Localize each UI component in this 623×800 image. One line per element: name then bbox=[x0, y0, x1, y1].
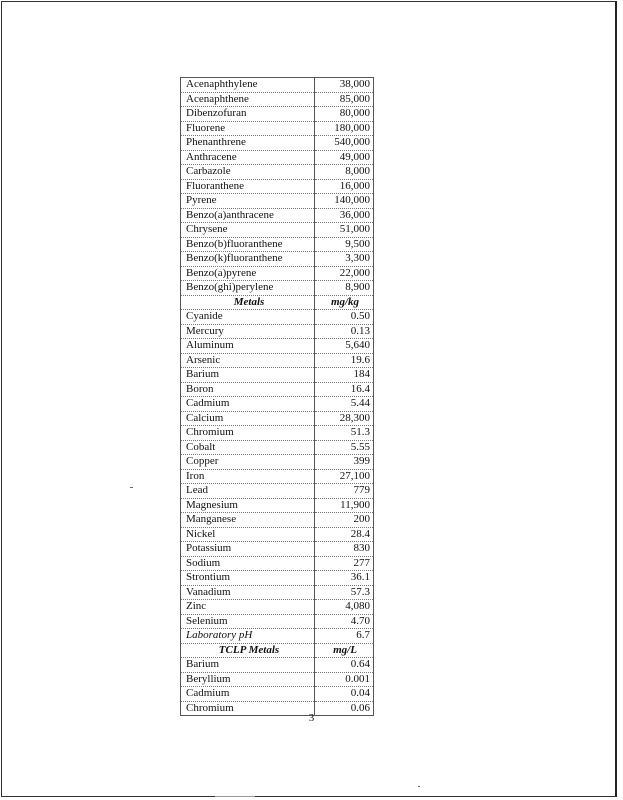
table-row bbox=[181, 672, 374, 687]
analyte-name: Cadmium bbox=[181, 687, 315, 702]
analyte-value: 5,640 bbox=[315, 339, 374, 354]
analyte-value: 8,000 bbox=[315, 165, 374, 180]
section-header-row bbox=[181, 643, 374, 658]
analyte-value: 16.4 bbox=[315, 382, 374, 397]
analyte-value: 0.06 bbox=[315, 701, 374, 716]
table-row bbox=[181, 237, 374, 252]
analyte-name: Cyanide bbox=[181, 310, 315, 325]
analyte-value: 51.3 bbox=[315, 426, 374, 441]
analyte-value: 57.3 bbox=[315, 585, 374, 600]
analyte-table bbox=[180, 77, 374, 716]
analyte-name: Magnesium bbox=[181, 498, 315, 513]
table-row bbox=[181, 208, 374, 223]
table-row bbox=[181, 426, 374, 441]
analyte-value: 28,300 bbox=[315, 411, 374, 426]
table-row bbox=[181, 513, 374, 528]
analyte-value: 5.44 bbox=[315, 397, 374, 412]
table-row bbox=[181, 484, 374, 499]
table-row bbox=[181, 585, 374, 600]
analyte-value: 180,000 bbox=[315, 121, 374, 136]
table-row bbox=[181, 600, 374, 615]
analyte-name: Phenanthrene bbox=[181, 136, 315, 151]
analyte-value: 27,100 bbox=[315, 469, 374, 484]
analyte-name: Barium bbox=[181, 658, 315, 673]
analyte-value: 22,000 bbox=[315, 266, 374, 281]
table-row bbox=[181, 368, 374, 383]
analyte-table-body bbox=[181, 78, 374, 716]
table-row bbox=[181, 281, 374, 296]
table-row bbox=[181, 310, 374, 325]
analyte-name: Laboratory pH bbox=[181, 629, 315, 644]
table-row bbox=[181, 658, 374, 673]
analyte-value: 779 bbox=[315, 484, 374, 499]
analyte-name: Benzo(k)fluoranthene bbox=[181, 252, 315, 267]
analyte-name: Cadmium bbox=[181, 397, 315, 412]
analyte-name: Zinc bbox=[181, 600, 315, 615]
analyte-name: Vanadium bbox=[181, 585, 315, 600]
table-row bbox=[181, 150, 374, 165]
table-row bbox=[181, 92, 374, 107]
analyte-value: 4,080 bbox=[315, 600, 374, 615]
analyte-value: 0.04 bbox=[315, 687, 374, 702]
unit-label: mg/kg bbox=[315, 295, 374, 310]
table-row bbox=[181, 223, 374, 238]
analyte-name: Potassium bbox=[181, 542, 315, 557]
analyte-name: Cobalt bbox=[181, 440, 315, 455]
table-row bbox=[181, 571, 374, 586]
table-row bbox=[181, 527, 374, 542]
table-row bbox=[181, 324, 374, 339]
section-header-row bbox=[181, 295, 374, 310]
analyte-name: Benzo(a)anthracene bbox=[181, 208, 315, 223]
analyte-value: 80,000 bbox=[315, 107, 374, 122]
analyte-value: 200 bbox=[315, 513, 374, 528]
scan-speck bbox=[130, 487, 133, 488]
analyte-value: 16,000 bbox=[315, 179, 374, 194]
analyte-name: Anthracene bbox=[181, 150, 315, 165]
analyte-value: 4.70 bbox=[315, 614, 374, 629]
analyte-value: 830 bbox=[315, 542, 374, 557]
analyte-value: 28.4 bbox=[315, 527, 374, 542]
analyte-name: Beryllium bbox=[181, 672, 315, 687]
analyte-value: 51,000 bbox=[315, 223, 374, 238]
table-row bbox=[181, 629, 374, 644]
analyte-value: 399 bbox=[315, 455, 374, 470]
analyte-value: 0.64 bbox=[315, 658, 374, 673]
analyte-value: 0.13 bbox=[315, 324, 374, 339]
table-row bbox=[181, 353, 374, 368]
analyte-value: 38,000 bbox=[315, 78, 374, 93]
analyte-name: Dibenzofuran bbox=[181, 107, 315, 122]
scan-speck bbox=[215, 796, 255, 797]
analyte-name: Mercury bbox=[181, 324, 315, 339]
analyte-name: Manganese bbox=[181, 513, 315, 528]
analyte-value: 184 bbox=[315, 368, 374, 383]
table-row bbox=[181, 382, 374, 397]
table-row bbox=[181, 440, 374, 455]
analyte-value: 8,900 bbox=[315, 281, 374, 296]
page-number: 3 bbox=[308, 712, 315, 724]
analyte-value: 540,000 bbox=[315, 136, 374, 151]
table-row bbox=[181, 455, 374, 470]
analyte-name: Chromium bbox=[181, 426, 315, 441]
table-row bbox=[181, 498, 374, 513]
analyte-name: Benzo(b)fluoranthene bbox=[181, 237, 315, 252]
analyte-name: Boron bbox=[181, 382, 315, 397]
analyte-value: 11,900 bbox=[315, 498, 374, 513]
analyte-value: 0.001 bbox=[315, 672, 374, 687]
analyte-name: Benzo(a)pyrene bbox=[181, 266, 315, 281]
analyte-name: Copper bbox=[181, 455, 315, 470]
table-row bbox=[181, 179, 374, 194]
analyte-name: Strontium bbox=[181, 571, 315, 586]
analyte-value: 19.6 bbox=[315, 353, 374, 368]
table-row bbox=[181, 194, 374, 209]
analyte-value: 6.7 bbox=[315, 629, 374, 644]
analyte-value: 85,000 bbox=[315, 92, 374, 107]
analyte-value: 49,000 bbox=[315, 150, 374, 165]
section-title: Metals bbox=[181, 295, 315, 310]
analyte-name: Acenaphthene bbox=[181, 92, 315, 107]
analyte-name: Barium bbox=[181, 368, 315, 383]
analyte-value: 277 bbox=[315, 556, 374, 571]
analyte-name: Fluoranthene bbox=[181, 179, 315, 194]
analyte-name: Benzo(ghi)perylene bbox=[181, 281, 315, 296]
table-row bbox=[181, 121, 374, 136]
table-row bbox=[181, 469, 374, 484]
table-row bbox=[181, 78, 374, 93]
table-row bbox=[181, 614, 374, 629]
analyte-name: Chromium bbox=[181, 701, 315, 716]
table-row bbox=[181, 411, 374, 426]
analyte-name: Lead bbox=[181, 484, 315, 499]
table-row bbox=[181, 339, 374, 354]
analyte-value: 3,300 bbox=[315, 252, 374, 267]
section-title: TCLP Metals bbox=[181, 643, 315, 658]
table-row bbox=[181, 165, 374, 180]
unit-label: mg/L bbox=[315, 643, 374, 658]
table-row bbox=[181, 542, 374, 557]
analyte-name: Acenaphthylene bbox=[181, 78, 315, 93]
analyte-value: 5.55 bbox=[315, 440, 374, 455]
analyte-value: 36.1 bbox=[315, 571, 374, 586]
analyte-name: Carbazole bbox=[181, 165, 315, 180]
analyte-name: Arsenic bbox=[181, 353, 315, 368]
analyte-name: Calcium bbox=[181, 411, 315, 426]
table-row bbox=[181, 266, 374, 281]
analyte-name: Iron bbox=[181, 469, 315, 484]
table-row bbox=[181, 687, 374, 702]
analyte-value: 140,000 bbox=[315, 194, 374, 209]
analyte-value: 9,500 bbox=[315, 237, 374, 252]
table-row bbox=[181, 252, 374, 267]
analyte-name: Chrysene bbox=[181, 223, 315, 238]
analyte-name: Pyrene bbox=[181, 194, 315, 209]
analyte-name: Sodium bbox=[181, 556, 315, 571]
table-row bbox=[181, 107, 374, 122]
analyte-value: 36,000 bbox=[315, 208, 374, 223]
analyte-value: 0.50 bbox=[315, 310, 374, 325]
analyte-name: Nickel bbox=[181, 527, 315, 542]
analyte-name: Selenium bbox=[181, 614, 315, 629]
table-row bbox=[181, 556, 374, 571]
analyte-name: Fluorene bbox=[181, 121, 315, 136]
table-row bbox=[181, 397, 374, 412]
table-row bbox=[181, 136, 374, 151]
analyte-name: Aluminum bbox=[181, 339, 315, 354]
scan-speck bbox=[418, 786, 420, 787]
